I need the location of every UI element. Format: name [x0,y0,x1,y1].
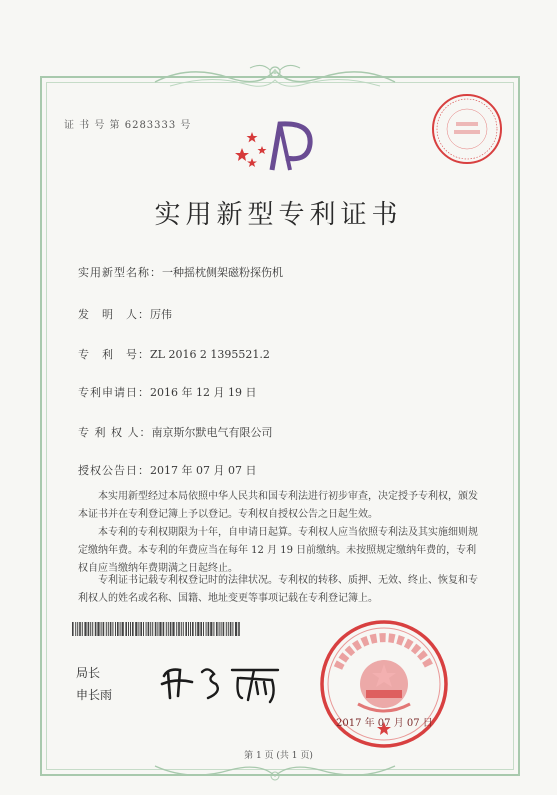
barcode-bar [84,622,86,636]
top-ornament-icon [150,60,400,94]
barcode-bar [138,622,139,636]
barcode-bar [176,622,177,636]
field-label: 授权公告日： [78,464,150,477]
field-value: 2016 年 12 月 19 日 [150,386,257,399]
agency-seal-icon [430,92,504,166]
field-value: 厉伟 [150,308,172,321]
barcode-bar [110,622,112,636]
seal-date: 2017 年 07 月 07 日 [336,718,433,729]
barcode-bar [216,622,218,636]
signatory-role: 局长 [76,666,101,680]
barcode-bar [92,622,93,636]
barcode-bar [200,622,202,636]
field-utility-model-name [78,264,283,280]
barcode-bar [108,622,109,636]
field-patent-number [78,346,270,362]
barcode-bar [132,622,134,636]
barcode-bar [155,622,157,636]
barcode-icon [72,622,242,636]
barcode-bar [103,622,105,636]
barcode-bar [148,622,150,636]
barcode-bar [120,622,121,636]
barcode-bar [185,622,187,636]
field-value: 南京斯尔默电气有限公司 [151,426,273,439]
barcode-bar [146,622,147,636]
barcode-bar [213,622,214,636]
field-value: 一种摇枕侧架磁粉探伤机 [162,266,283,279]
barcode-bar [135,622,137,636]
barcode-bar [128,622,129,636]
barcode-bar [159,622,161,636]
barcode-bar [223,622,225,636]
field-value: 2017 年 07 月 07 日 [150,464,257,477]
barcode-bar [208,622,210,636]
barcode-bar [125,622,127,636]
barcode-bar [188,622,189,636]
barcode-bar [88,622,90,636]
field-application-date [78,384,256,400]
barcode-bar [178,622,180,636]
page-number: 第 1 页 (共 1 页) [244,751,313,761]
barcode-bar [168,622,169,636]
barcode-bar [206,622,207,636]
barcode-bar [72,622,74,636]
barcode-bar [82,622,83,636]
barcode-bar [183,622,184,636]
barcode-bar [95,622,97,636]
handwritten-signature-icon [158,658,288,706]
paragraph-grant-statement: 本实用新型经过本局依照中华人民共和国专利法进行初步审查，决定授予专利权，颁发本证书并在专利登记簿上予以登记。专利权自授权公告之日起生效。 [78,491,478,520]
barcode-bar [172,622,174,636]
field-grant-date [78,462,256,478]
bottom-ornament-icon [150,760,400,786]
barcode-bar [140,622,142,636]
certificate-number: 证 书 号 第 6283333 号 [64,120,192,131]
field-label: 发 明 人： [78,308,150,321]
signatory-name: 申长雨 [76,688,113,702]
barcode-bar [143,622,144,636]
field-inventor [78,306,172,322]
paragraph-legal-status: 专利证书记载专利权登记时的法律状况。专利权的转移、质押、无效、终止、恢复和专利权人的姓名或名称、国籍、地址变更等事项记载在专利登记簿上。 [78,575,478,604]
barcode-bar [90,622,91,636]
barcode-bar [97,622,99,636]
barcode-bar [181,622,182,636]
barcode-bar [230,622,232,636]
barcode-bar [157,622,158,636]
barcode-bar [170,622,172,636]
barcode-bar [75,622,76,636]
barcode-bar [112,622,113,636]
barcode-bar [106,622,107,636]
barcode-bar [203,622,204,636]
barcode-bar [228,622,229,636]
field-value: ZL 2016 2 1395521.2 [150,348,270,361]
patent-office-emblem-icon [232,118,318,178]
barcode-bar [130,622,131,636]
field-patentee [78,424,273,440]
certificate-title: 实用新型专利证书 [154,200,403,230]
barcode-bar [77,622,78,636]
state-intellectual-property-seal-icon [318,618,450,750]
barcode-bar [152,622,153,636]
barcode-bar [210,622,212,636]
barcode-bar [115,622,116,636]
barcode-bar [150,622,151,636]
barcode-bar [117,622,119,636]
barcode-bar [238,622,240,636]
barcode-bar [166,622,167,636]
field-label: 专利申请日： [78,386,150,399]
barcode-bar [79,622,81,636]
barcode-bar [226,622,227,636]
paragraph-term-statement: 本专利的专利权期限为十年，自申请日起算。专利权人应当依照专利法及其实施细则规定缴纳年费。本专利的年费应当在每年 12 月 19 日前缴纳。未按照规定缴纳年费的，专利权自应当缴纳年费期满之日起终止。 [78,527,478,574]
barcode-bar [190,622,191,636]
barcode-bar [232,622,233,636]
field-label: 专 利 号： [78,348,150,361]
barcode-bar [221,622,222,636]
field-label: 专 利 权 人： [78,426,152,439]
barcode-bar [219,622,220,636]
field-label: 实用新型名称： [78,266,162,279]
barcode-bar [195,622,196,636]
barcode-bar [101,622,102,636]
barcode-bar [122,622,124,636]
barcode-bar [197,622,199,636]
barcode-bar [235,622,237,636]
barcode-bar [163,622,165,636]
barcode-bar [192,622,194,636]
